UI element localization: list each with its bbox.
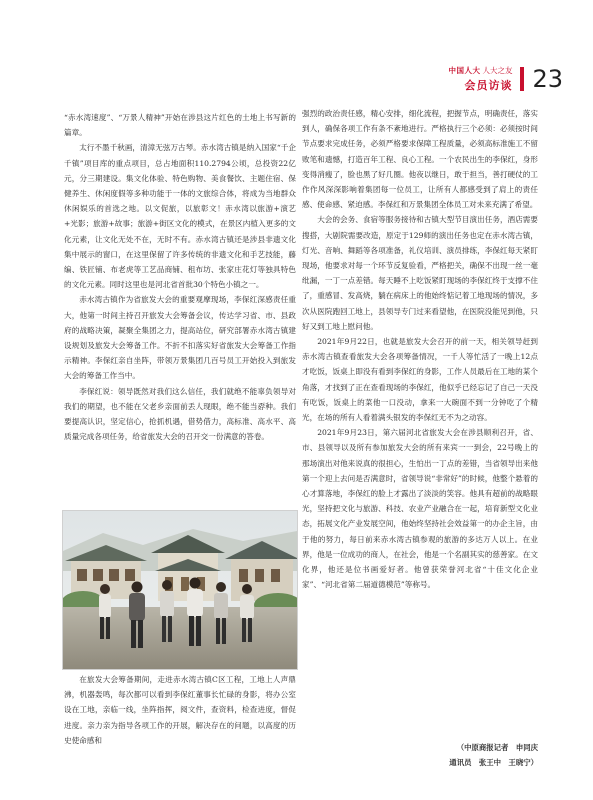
header-labels — [448, 65, 512, 93]
paragraph: 赤水湾古镇作为省旅发大会的重要观摩现场，李保红深感责任重大，他第一时间主持召开旅发大会筹备会议，传达学习省、市、县政府的战略决策，凝聚全集团之力，提高站位，研究部署赤水湾古镇建设规划及旅发大会筹备工作。不折不扣落实好省旅发大会筹备工作指示精神。李保红亲自坐阵，带领万景集团几百号员工开始投入到旅发大会的筹备工作当中。 — [64, 295, 296, 381]
paragraph: 太行不墨千秋画，清漳无弦万古琴。赤水湾古镇是纳入国家“千企千镇”项目库的重点项目，总占地面积110.2794公顷，总投资22亿元，分三期建设。集文化体验、特色购物、美食餐饮、主题住宿、保健养生、休闲度假等多种功能于一体的文旅综合体，将成为当地群众休闲娱乐的首选之地。以文促旅，以旅彰文！赤水湾以旅游+演艺+光影；旅游+故事；旅游+街区文化的模式，在景区内植入更多的文化元素，让文化无处不在，无时不有。赤水湾古镇还是涉县非遗文化集中展示的窗口，在这里保留了许多传统的非遗文化和手艺技能，藤编、铁匠铺、布老虎等工艺品商铺、租布坊、张家庄花灯等独具特色的文化元素。同时这里也是河北省首批30个特色小镇之一。 — [64, 143, 296, 290]
page-header — [448, 64, 563, 94]
brand-subtitle: 人大之友 — [482, 66, 513, 75]
byline — [302, 740, 538, 770]
paragraph: 大会的会务、食宿等服务接待和古镇大型节目演出任务，酒店需要搜搭，大剧院需要改造，原定于129师的演出任务也定在赤水湾古镇，灯光、音响、舞蹈等各项准备，礼仪培训、演员排练，李保红每天紧盯现场，他要求对每一个环节反复验看，严格把关，确保不出现一丝一毫纰漏，一丁一点差错。每天睡不上吃饭紧盯现场的李保红终于支撑不住了，重感冒、发高烧，躺在病床上的他始终惦记着工地现场的情况，多次从医院跑回工地上，县领导专门过来看望他，在医院没能见到他，只好又到工地上慰问他。 — [302, 215, 538, 331]
paragraph: 2021年9月22日，也就是旅发大会召开的前一天，相关领导赶到赤水湾古镇查看旅发大会各项筹备情况，一千人等忙活了一晚上12点才吃饭，饭桌上即没有看到李保红的身影，工作人员最后在工地的某个角落，才找到了正在查看现场的李保红，他似乎已经忘记了自己一天没有吃饭，饭桌上的菜他一口没动，拿来一大碗面不到一分钟吃了个精光，在场的所有人看着满头银发的李保红无不为之动容。 — [302, 337, 538, 423]
right-column — [302, 106, 538, 593]
site-inspection-photo — [62, 510, 298, 670]
brand-logo: 中国人大 — [448, 66, 481, 75]
photo-illustration — [63, 511, 297, 669]
byline-reporter: （中原商报记者 申同庆 — [456, 743, 538, 752]
header-brand-row — [448, 65, 512, 76]
paragraph: 强烈的政治责任感，精心安排，细化流程，把握节点，明确责任，落实到人，确保各项工作有条不紊地进行。严格执行三个必须：必须按时间节点要求完成任务，必须严格要求保障工程质量，必须高标准施工不留败笔和遗憾，打造百年工程、良心工程。一个农民出生的李保红，身形变得消瘦了，脸也黑了好几圈。他夜以继日，敢于担当，善打硬仗的工作作风深深影响着集团每一位员工，让所有人都感受到了肩上的责任感、使命感、紧迫感。李保红和万景集团全体员工对未来充满了希望。 — [302, 109, 538, 210]
page-number: 23 — [532, 65, 563, 93]
paragraph: 2021年9月23日，第六届河北省旅发大会在涉县顺利召开，省、市、县领导以及所有参加旅发大会的所有来宾一一到会，22号晚上的那场演出对他来说真的很担心，生怕出一丁点的差错，当省领导出来他第一个迎上去问是否满意时，省领导说“非常好”的时候，他整个悬着的心才算落地，李保红的脸上才露出了淡淡的笑容。他具有超前的战略眼光，坚持把文化与旅游、科技、农业产业融合在一起，培育新型文化业态，拓展文化产业发展空间，他始终坚持社会效益第一的办企主旨，由于他的努力，每日前来赤水湾古镇参观的旅游的多达万人以上。在业界，他是一位成功的商人，在社会，他是一个名副其实的慈善家。在文化界，他还是位书画爱好者。他曾获荣誉河北省“十佳文化企业家”、“河北省第二届道德模范”等称号。 — [302, 428, 538, 590]
section-title: 会员访谈 — [464, 79, 513, 92]
paragraph: 李保红说：领导既然对我们这么信任，我们就绝不能辜负领导对我们的期望，也不能在父老乡亲面前丢人现眼，绝不能当孬种。我们要提高认识，坚定信心，抢抓机遇，借势借力，高标准、高水平、高质量完成各项任务，给省旅发大会的召开交一份满意的答卷。 — [64, 386, 296, 442]
left-column — [64, 110, 296, 444]
header-divider-bar — [520, 67, 524, 91]
paragraph: 在旅发大会筹备期间，走进赤水湾古镇C区工程，工地上人声鼎沸，机器轰鸣，每次都可以看到李保红董事长忙碌的身影，将办公室设在工地，亲临一线，坐阵指挥，阅文件，查资料，检查进度，督促进度。亲力亲为指导各项工作的开展，解决存在的问题，以高度的历史使命感和 — [64, 675, 296, 745]
byline-correspondents: 通讯员 张王中 王晓宁） — [449, 758, 538, 767]
paragraph: “赤水湾速度”、“万景人精神”开始在涉县这片红色的土地上书写新的篇章。 — [64, 113, 296, 138]
left-column-bottom — [64, 672, 296, 748]
